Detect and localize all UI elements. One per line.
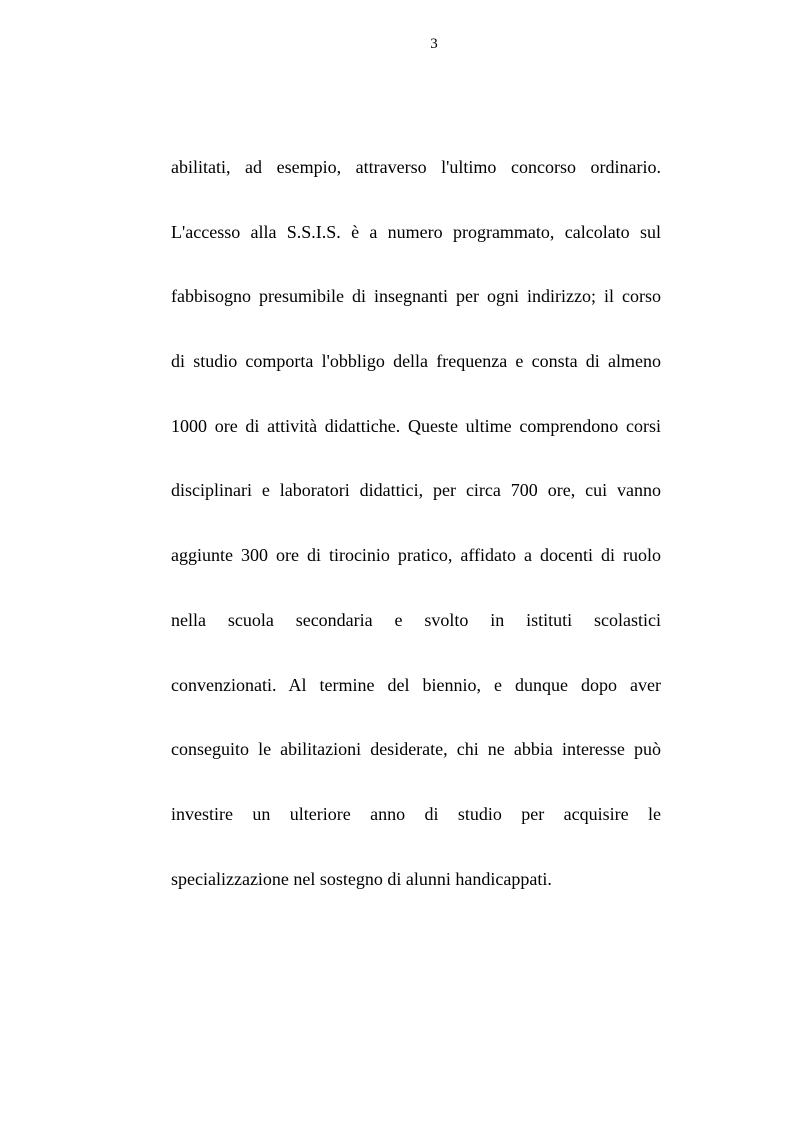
text-line: di studio comporta l'obbligo della frequenza e consta di almeno xyxy=(171,351,661,372)
text-line: nella scuola secondaria e svolto in istituti scolastici xyxy=(171,609,661,630)
text-line: fabbisogno presumibile di insegnanti per ogni indirizzo; il corso xyxy=(171,286,661,307)
body-paragraph xyxy=(171,150,661,926)
text-line: disciplinari e laboratori didattici, per circa 700 ore, cui vanno xyxy=(171,480,661,501)
text-line: aggiunte 300 ore di tirocinio pratico, affidato a docenti di ruolo xyxy=(171,545,661,566)
text-line: conseguito le abilitazioni desiderate, chi ne abbia interesse può xyxy=(171,739,661,760)
text-line: 1000 ore di attività didattiche. Queste ultime comprendono corsi xyxy=(171,415,661,436)
text-line: convenzionati. Al termine del biennio, e dunque dopo aver xyxy=(171,674,661,695)
text-line-last: specializzazione nel sostegno di alunni handicappati. xyxy=(171,868,552,889)
text-line: investire un ulteriore anno di studio per acquisire le xyxy=(171,803,661,824)
text-line: abilitati, ad esempio, attraverso l'ultimo concorso ordinario. xyxy=(171,157,661,177)
page-number: 3 xyxy=(430,36,438,52)
text-line: L'accesso alla S.S.I.S. è a numero programmato, calcolato sul xyxy=(171,221,661,242)
